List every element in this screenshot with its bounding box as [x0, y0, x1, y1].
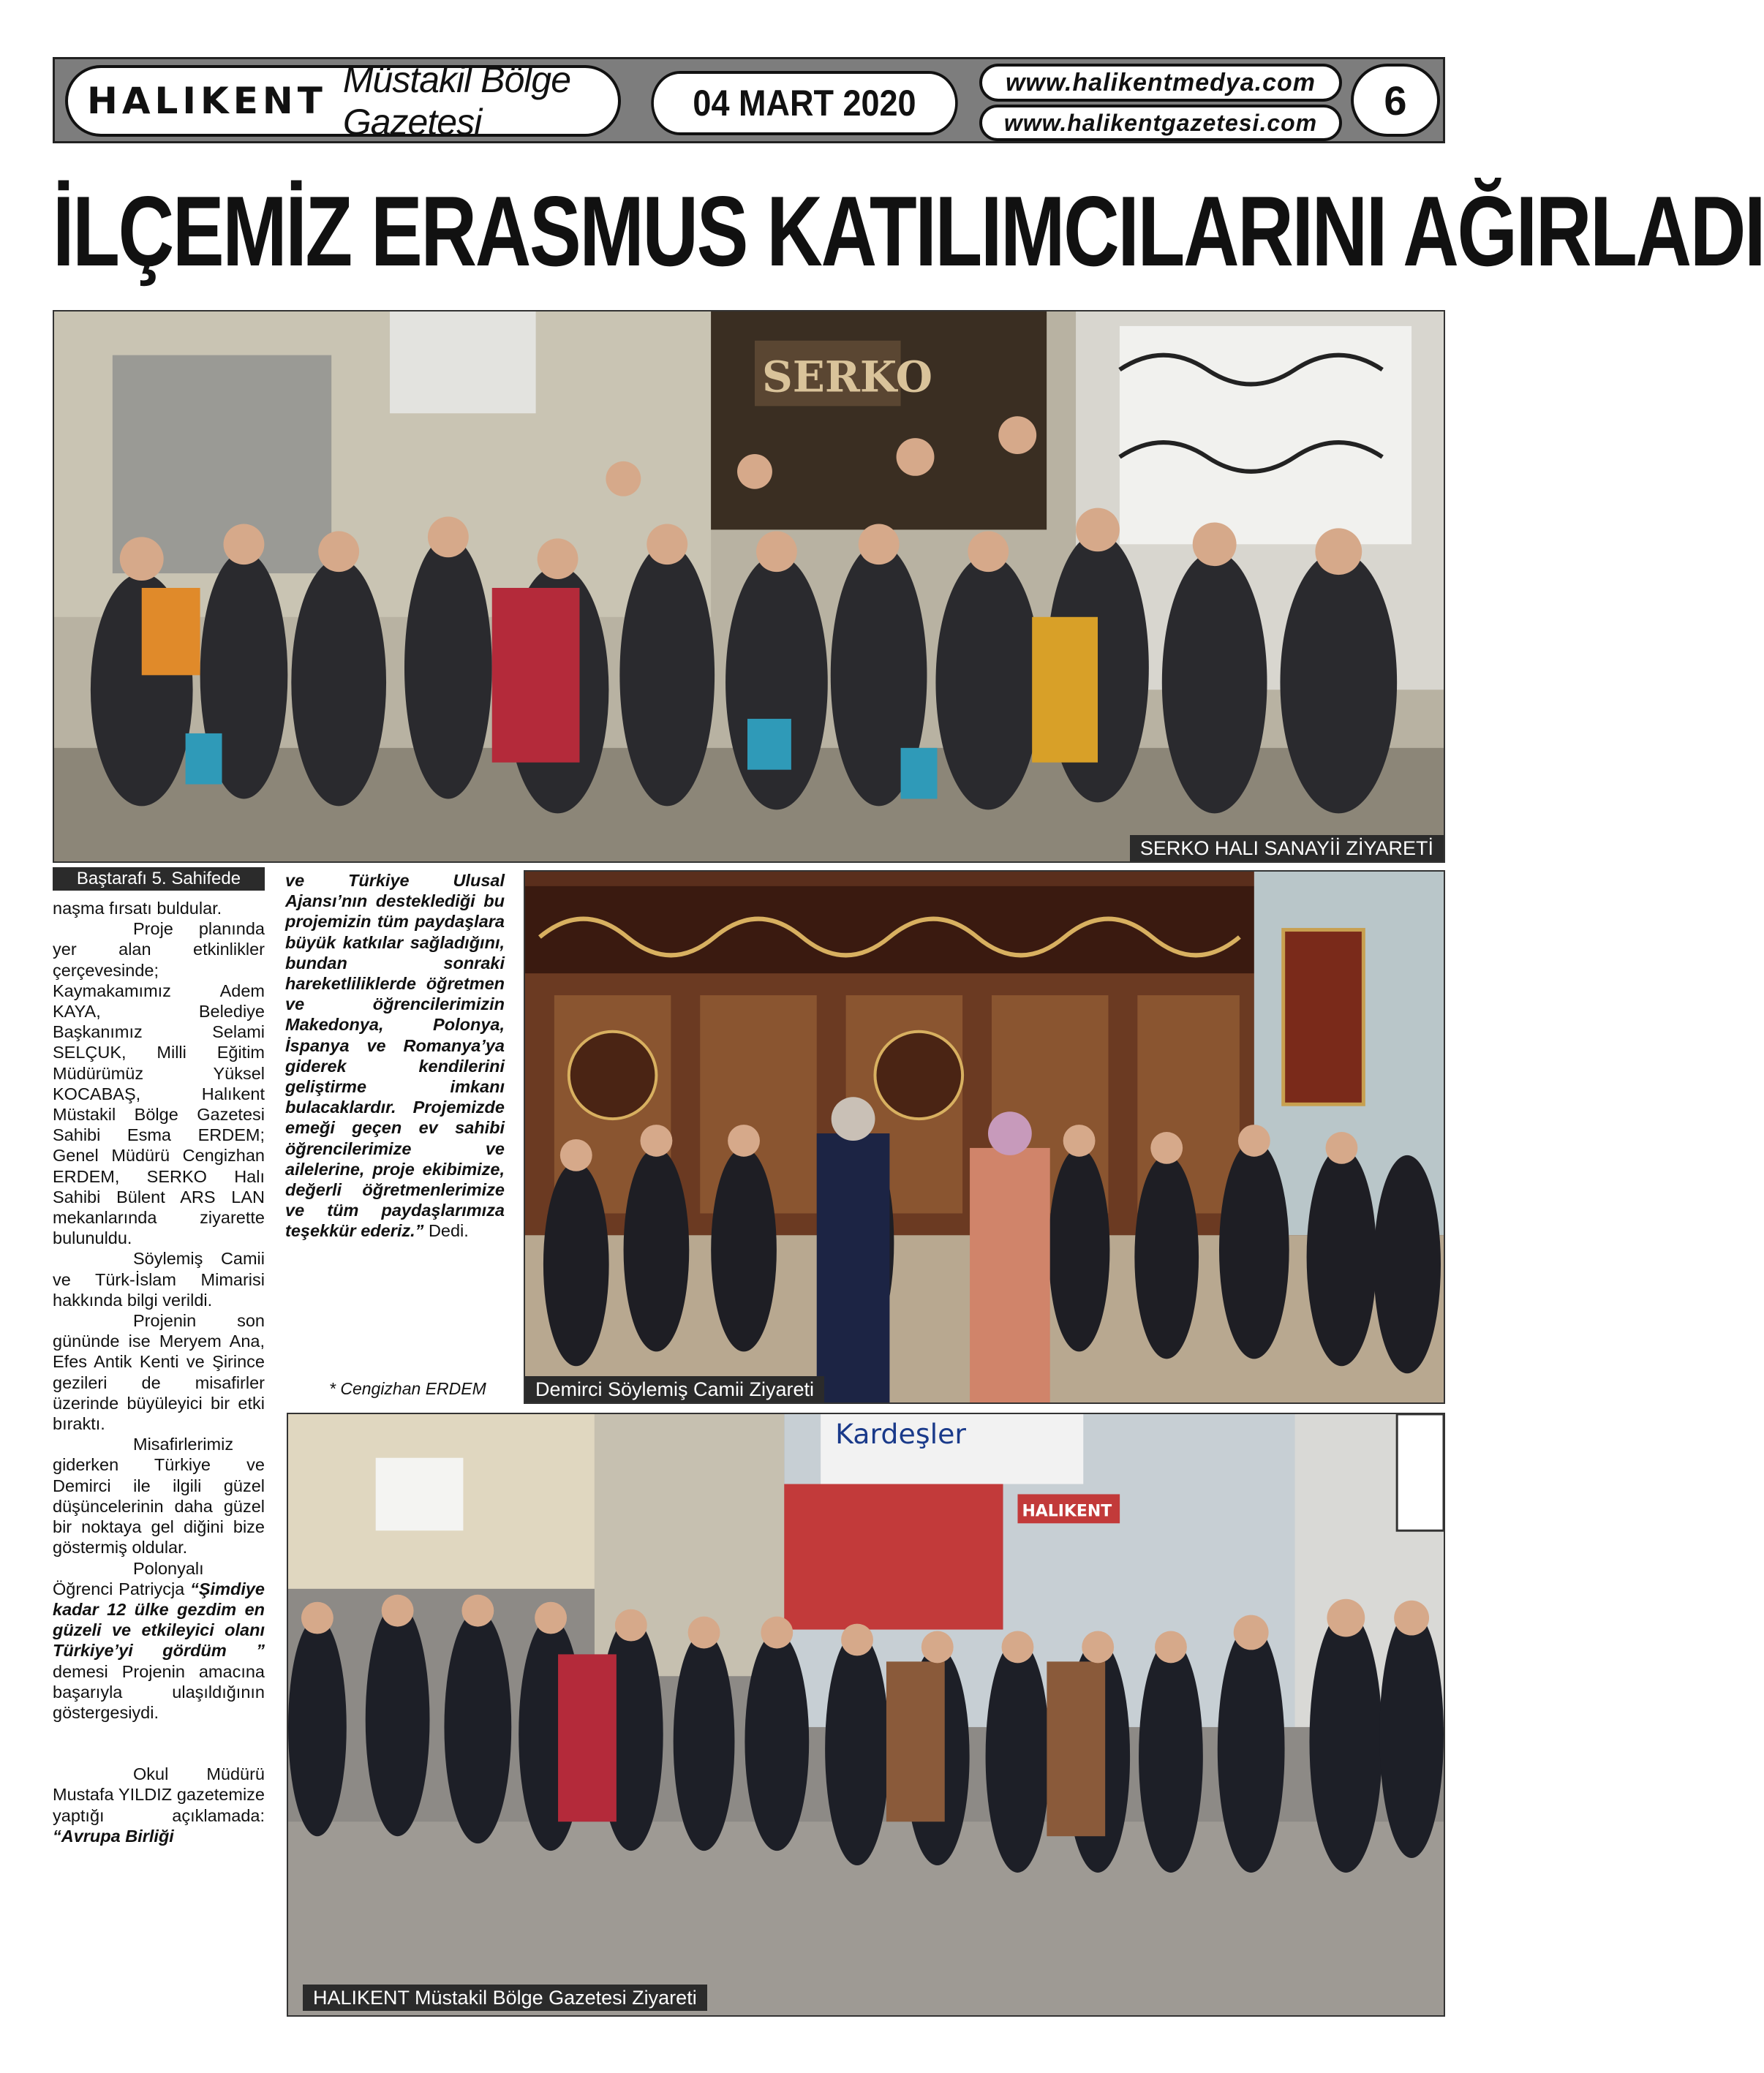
- page-number: 6: [1351, 64, 1440, 137]
- photo-gazette-image: [288, 1414, 1444, 2015]
- caption-gazette: HALIKENT Müstakil Bölge Gazetesi Ziyareti: [303, 1985, 707, 2011]
- paragraph: Söylemiş Camii ve Türk-İslam Mimarisi hakkında bilgi verildi.: [53, 1249, 265, 1310]
- photo-gazette-visit: [287, 1413, 1445, 2017]
- article-column-1: [53, 898, 265, 1846]
- website-link-2[interactable]: www.halikentgazetesi.com: [979, 105, 1342, 141]
- director-quote-tail: Dedi.: [428, 1221, 469, 1241]
- shop-sign-text: Kardeşler: [835, 1417, 967, 1450]
- photo-mosque-image: [525, 872, 1444, 1402]
- caption-mosque: Demirci Söylemiş Camii Ziyareti: [525, 1376, 824, 1402]
- photo-serko-visit: [53, 310, 1445, 863]
- paragraph: Misafirlerimiz giderken Türkiye ve Demirci ile ilgili güzel düşüncelerinin daha güzel bir noktaya gel diğini bize göstermiş oldular.: [53, 1435, 265, 1557]
- director-quote-start: “Avrupa Birliği: [53, 1826, 174, 1846]
- paragraph: Projenin son gününde ise Meryem Ana, Efes Antik Kenti ve Şirince gezileri de misafirler üzerinde büyüleyici bir etki bıraktı.: [53, 1311, 265, 1434]
- brand-subtitle: Müstakil Bölge Gazetesi: [342, 59, 571, 143]
- website-link-1[interactable]: www.halikentmedya.com: [979, 64, 1342, 102]
- brand-name: HALIKENT: [87, 80, 327, 122]
- paragraph-quote: [53, 1558, 265, 1723]
- brand-pill: [65, 59, 621, 143]
- director-intro: Okul Müdürü Mustafa YILDIZ gazetemize yaptığı açıklamada:: [53, 1764, 265, 1825]
- quote-intro: Polonyalı Öğrenci Patriycja: [53, 1558, 204, 1598]
- quote-outro: demesi Projenin amacına başarıyla ulaşıldığının göstergesiydi.: [53, 1661, 265, 1722]
- continued-from-label: Baştarafı 5. Sahifede: [53, 867, 265, 891]
- caption-serko: SERKO HALI SANAYİİ ZİYARETİ: [1130, 835, 1444, 861]
- photo-mosque-visit: [524, 870, 1445, 1404]
- article-column-2: [285, 870, 505, 1242]
- shop-sign2-text: HALIKENT: [1022, 1502, 1112, 1521]
- paragraph-director: [53, 1764, 265, 1846]
- author-signature: * Cengizhan ERDEM: [329, 1379, 486, 1398]
- photo-serko-image: [54, 311, 1444, 861]
- director-quote-paragraph: [285, 870, 505, 1242]
- masthead: [53, 57, 1445, 143]
- paragraph: naşma fırsatı buldular.: [53, 899, 222, 918]
- headline: İLÇEMİZ ERASMUS KATILIMCILARINI AĞIRLADI: [53, 175, 1764, 287]
- spacer: [53, 1723, 265, 1764]
- issue-date: 04 MART 2020: [651, 71, 957, 135]
- paragraph: Proje planında yer alan etkinlikler çerçevesinde; Kaymakamımız Adem KAYA, Belediye Başkanımız Selami SELÇUK, Milli Eğitim Müdürümüz Yüksel KOCABAŞ, Halıkent Müstakil Bölge Gazetesi Sahibi Esma ERDEM; Genel Müdürü Cengizhan ERDEM, SERKO Halı Sahibi Bülent ARS LAN mekanlarında ziyarette bulunuldu.: [53, 919, 265, 1248]
- serko-sign-text: SERKO: [761, 352, 933, 402]
- student-quote: “Şimdiye kadar 12 ülke gezdim en güzeli ve etkileyici olanı Türkiye’yi gördüm ”: [53, 1579, 265, 1661]
- director-quote: ve Türkiye Ulusal Ajansı’nın desteklediği bu projemizin tüm paydaşlara büyük katkılar sağladığını, bundan sonraki hareketliliklerde öğretmen ve öğrencilerimizin Makedonya, Polonya, İspanya ve Romanya’ya giderek kendilerini geliştirme imkanı bulacaklardır. Projemizde emeği geçen ev sahibi öğrencilerimize ve ailelerine, proje ekibimize, değerli öğretmenlerimize ve tüm paydaşlarımıza teşekkür ederiz.”: [285, 871, 505, 1241]
